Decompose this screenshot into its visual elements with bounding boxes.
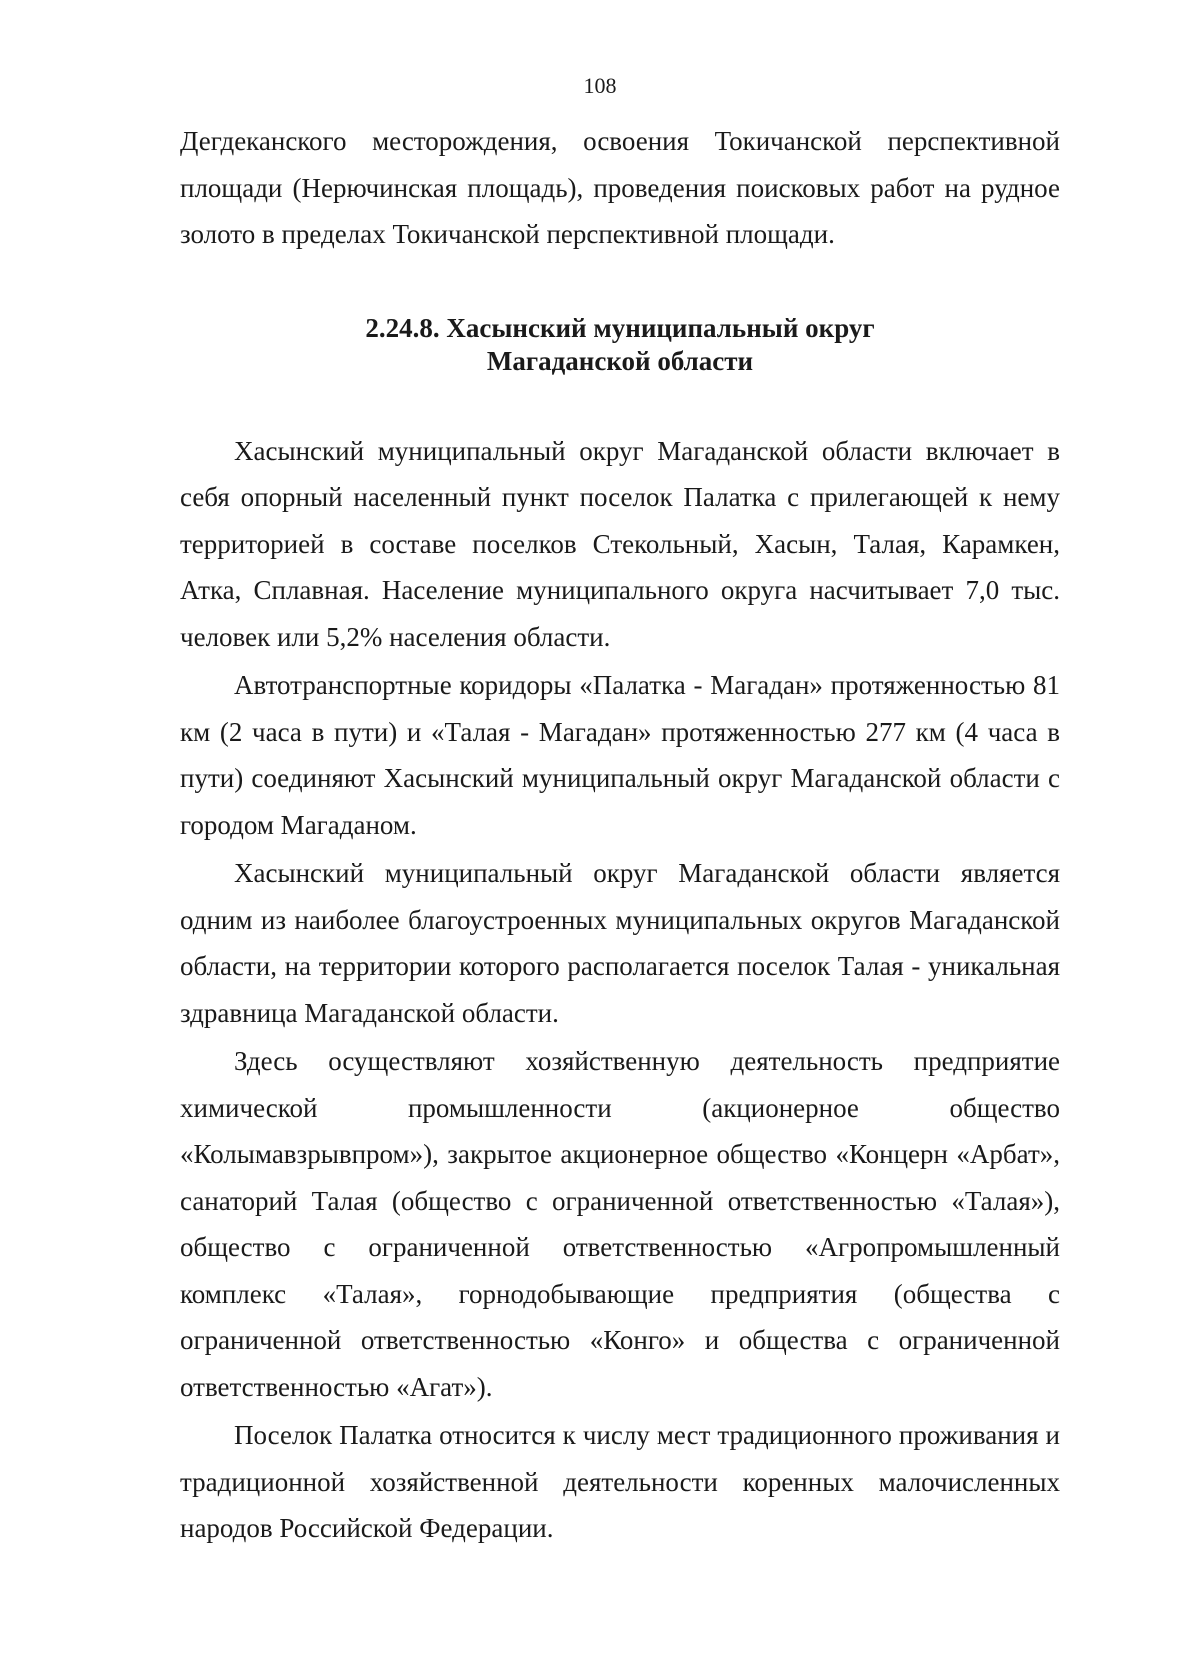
- section-heading-line-2: Магаданской области: [486, 345, 754, 376]
- paragraph-indigenous: Поселок Палатка относится к числу мест традиционного проживания и традиционной хозяйственной деятельности коренных малочисленных народов Российской Федерации.: [180, 1420, 1060, 1543]
- page-number: 108: [583, 73, 617, 98]
- paragraph-enterprises: Здесь осуществляют хозяйственную деятельность предприятие химической промышленности (акционерное общество «Колымавзрывпром»), закрытое акционерное общество «Концерн «Арбат», санаторий Талая (общество с ограниченной ответственностью «Талая»), общество с ограниченной ответственностью «Агропромышленный комплекс «Талая», горнодобывающие предприятия (общества с ограниченной ответственностью «Конго» и общества с ограниченной ответственностью «Агат»).: [180, 1046, 1060, 1402]
- document-body: [180, 118, 1060, 1552]
- paragraph-amenities: Хасынский муниципальный округ Магаданской области является одним из наиболее благоустроенных муниципальных округов Магаданской области, на территории которого располагается поселок Талая - уникальная здравница Магаданской области.: [180, 858, 1060, 1028]
- paragraph-overview: Хасынский муниципальный округ Магаданской области включает в себя опорный населенный пункт поселок Палатка с прилегающей к нему территорией в составе поселков Стекольный, Хасын, Талая, Карамкен, Атка, Сплавная. Население муниципального округа насчитывает 7,0 тыс. человек или 5,2% населения области.: [180, 435, 1060, 652]
- paragraph-transport: Автотранспортные коридоры «Палатка - Магадан» протяженностью 81 км (2 часа в пути) и «Талая - Магадан» протяженностью 277 км (4 часа в пути) соединяют Хасынский муниципальный округ Магаданской области с городом Магаданом.: [180, 670, 1060, 840]
- section-heading: [180, 312, 1060, 378]
- section-heading-line-1: 2.24.8. Хасынский муниципальный округ: [365, 312, 875, 343]
- intro-paragraph: Дегдеканского месторождения, освоения Токичанской перспективной площади (Нерючинская площадь), проведения поисковых работ на рудное золото в пределах Токичанской перспективной площади.: [180, 126, 1060, 249]
